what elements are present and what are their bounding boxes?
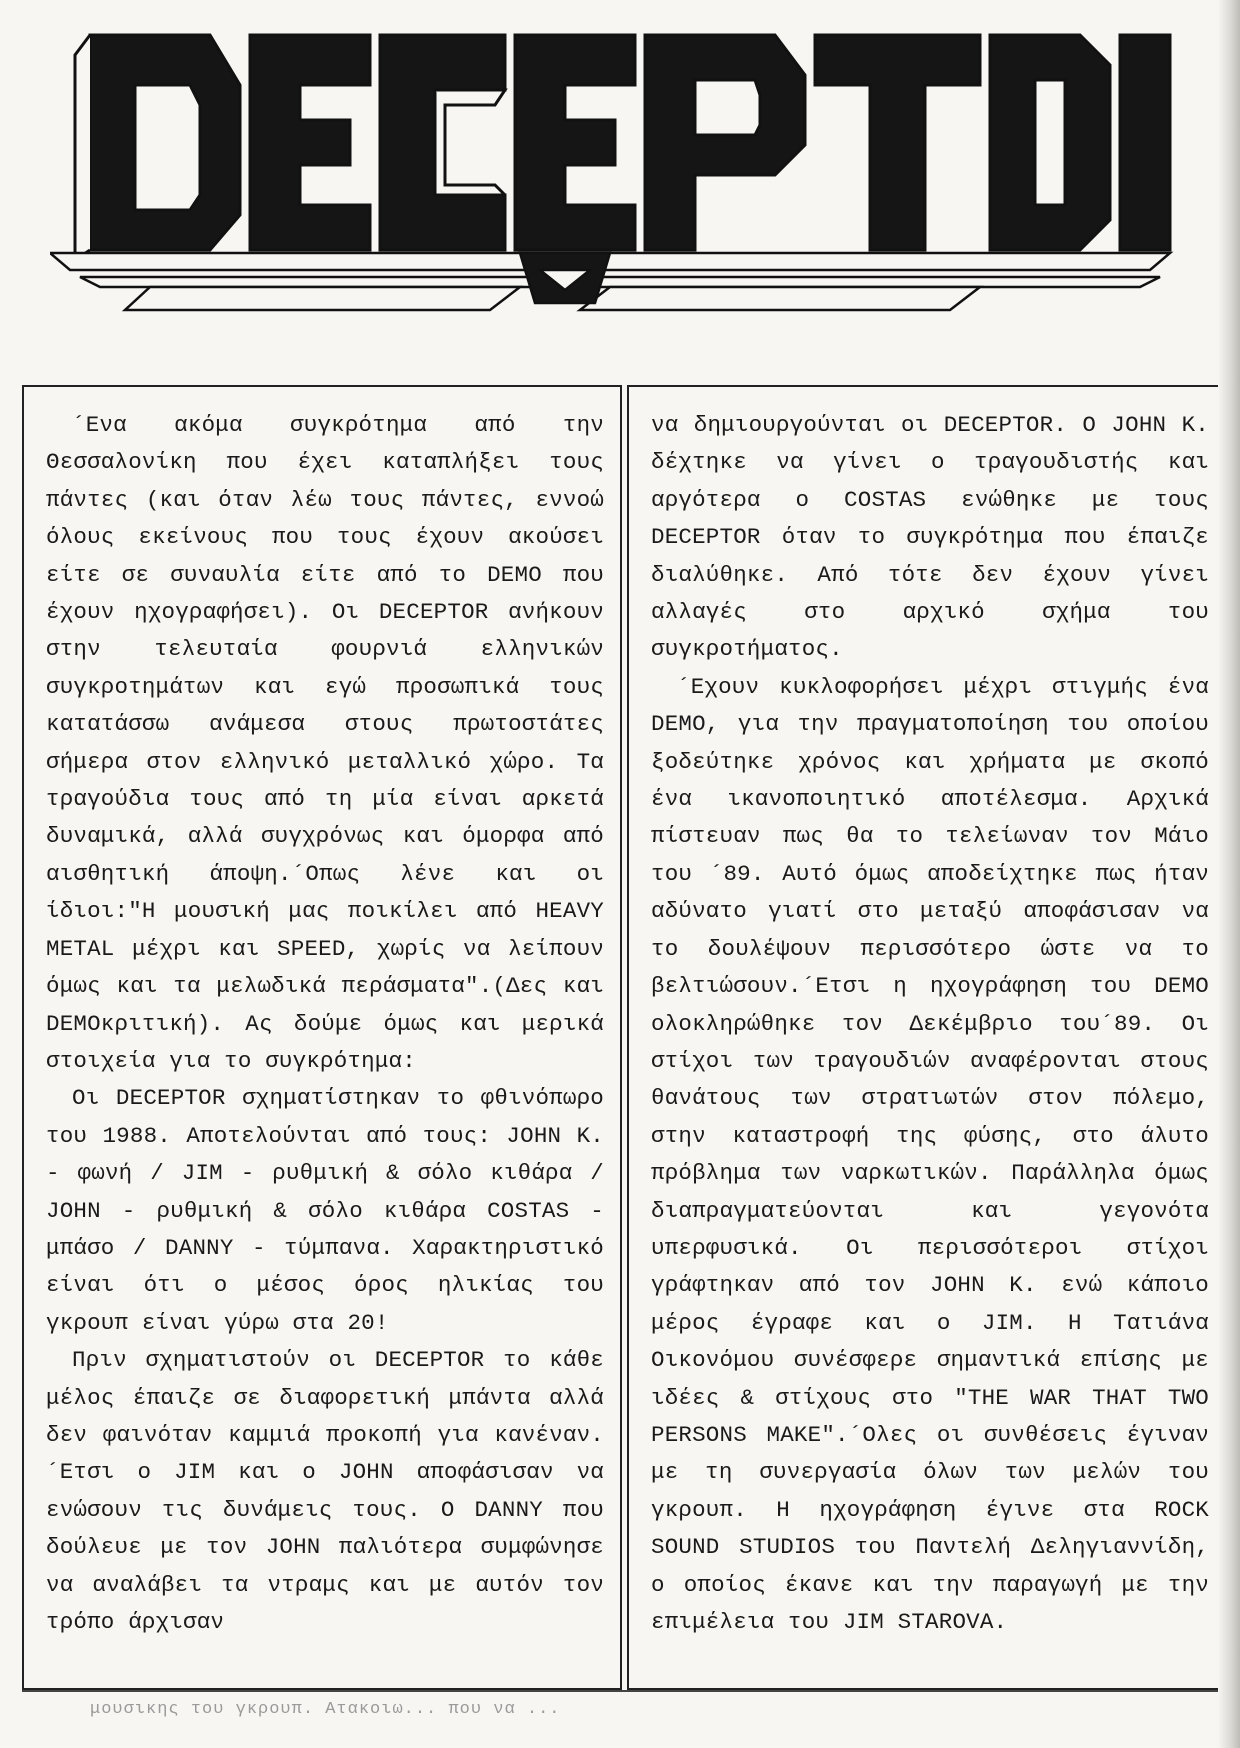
paragraph: ´Εχουν κυκλοφορήσει μέχρι στιγμής ένα DEMO, για την πραγματοποίηση του οποίου ξοδεύτηκε χρόνος και χρήματα με σκοπό ένα ικανοποιητικό αποτέλεσμα. Αρχικά πίστευαν πως θα το τελείωναν τον Μάιο του ´89. Αυτό όμως αποδείχτηκε πως ήταν αδύνατο γιατί στο μεταξύ αποφάσισαν να το δουλέψουν περισσότερο ώστε να το βελτιώσουν.´Ετσι η ηχογράφηση του DEMO ολοκληρώθηκε τον Δεκέμβριο του´89. Οι στίχοι των τραγουδιών αναφέρονται στους θανάτους των στρατιωτών στον πόλεμο, στην καταστροφή της φύσης, στο άλυτο πρόβλημα των ναρκωτικών. Παράλληλα όμως διαπραγματεύονται και γεγονότα υπερφυσικά. Οι περισσότεροι στίχοι γράφτηκαν από τον JOHN K. ενώ κάποιο μέρος έγραφε και ο JIM. Η Τατιάνα Οικονόμου συνέσφερε σημαντικά επίσης με ιδέες & στίχους στο "THE WAR THAT TWO PERSONS MAKE".´Ολες οι συνθέσεις έγιναν με τη συνεργασία όλων των μελών του γκρουπ. Η ηχογράφηση έγινε στα ROCK SOUND STUDIOS του Παντελή Δεληγιαννίδη, ο οποίος έκανε και την παραγωγή με την επιμέλεια του JIM STAROVA. xyxy=(651,673,1209,1635)
bleed-through-text: μουσικης του γκρουπ. Ατακοιω... που να ... xyxy=(90,1700,561,1719)
article-right-column xyxy=(627,385,1227,1690)
paragraph: ´Ενα ακόμα συγκρότημα από την Θεσσαλονίκη που έχει καταπλήξει τους πάντες (και όταν λέω τους πάντες, εννοώ όλους εκείνους που τους έχουν ακούσει είτε σε συναυλία είτε από το DEMO που έχουν ηχογραφήσει). Οι DECEPTOR ανήκουν στην τελευταία φουρνιά ελληνικών συγκροτημάτων και εγώ προσωπικά τους κατατάσσω ανάμεσα στους πρωτοστάτες σήμερα στον ελληνικό μεταλλικό χώρο. Τα τραγούδια τους από τη μία είναι αρκετά δυναμικά, αλλά συγχρόνως και όμορφα από αισθητική άποψη.´Οπως λένε και οι ίδιοι:"Η μουσική μας ποικίλει από HEAVY METAL μέχρι και SPEED, χωρίς να λείπουν όμως και τα μελωδικά περάσματα".(Δες και DEMOκριτική). Ας δούμε όμως και μερικά στοιχεία για το συγκρότημα: xyxy=(46,412,604,1074)
page-edge xyxy=(1218,0,1240,1748)
deceptor-logo xyxy=(50,25,1190,355)
paragraph: να δημιουργούνται οι DECEPTOR. Ο JOHN K. δέχτηκε να γίνει ο τραγουδιστής και αργότερα ο COSTAS ενώθηκε με τους DECEPTOR όταν το συγκρότημα που έπαιζε διαλύθηκε. Από τότε δεν έχουν γίνει αλλαγές στο αρχικό σχήμα του συγκροτήματος. xyxy=(651,412,1209,663)
article-left-column xyxy=(22,385,622,1690)
paragraph: Οι DECEPTOR σχηματίστηκαν το φθινόπωρο του 1988. Αποτελούνται από τους: JOHN K. - φωνή / JIM - ρυθμική & σόλο κιθάρα / JOHN - ρυθμική & σόλο κιθάρα COSTAS - μπάσο / DANNY - τύμπανα. Χαρακτηριστικό είναι ότι ο μέσος όρος ηλικίας του γκρουπ είναι γύρω στα 20! xyxy=(46,1085,604,1336)
paragraph: Πριν σχηματιστούν οι DECEPTOR το κάθε μέλος έπαιζε σε διαφορετική μπάντα αλλά δεν φαινόταν καμμιά προκοπή για κανέναν.´Ετσι ο JIM και ο JOHN αποφάσισαν να ενώσουν τις δυνάμεις τους. Ο DANNY που δούλευε με τον JOHN παλιότερα συμφώνησε να αναλάβει τα ντραμς και με αυτόν τον τρόπο άρχισαν xyxy=(46,1347,604,1635)
divider xyxy=(22,1690,1227,1692)
